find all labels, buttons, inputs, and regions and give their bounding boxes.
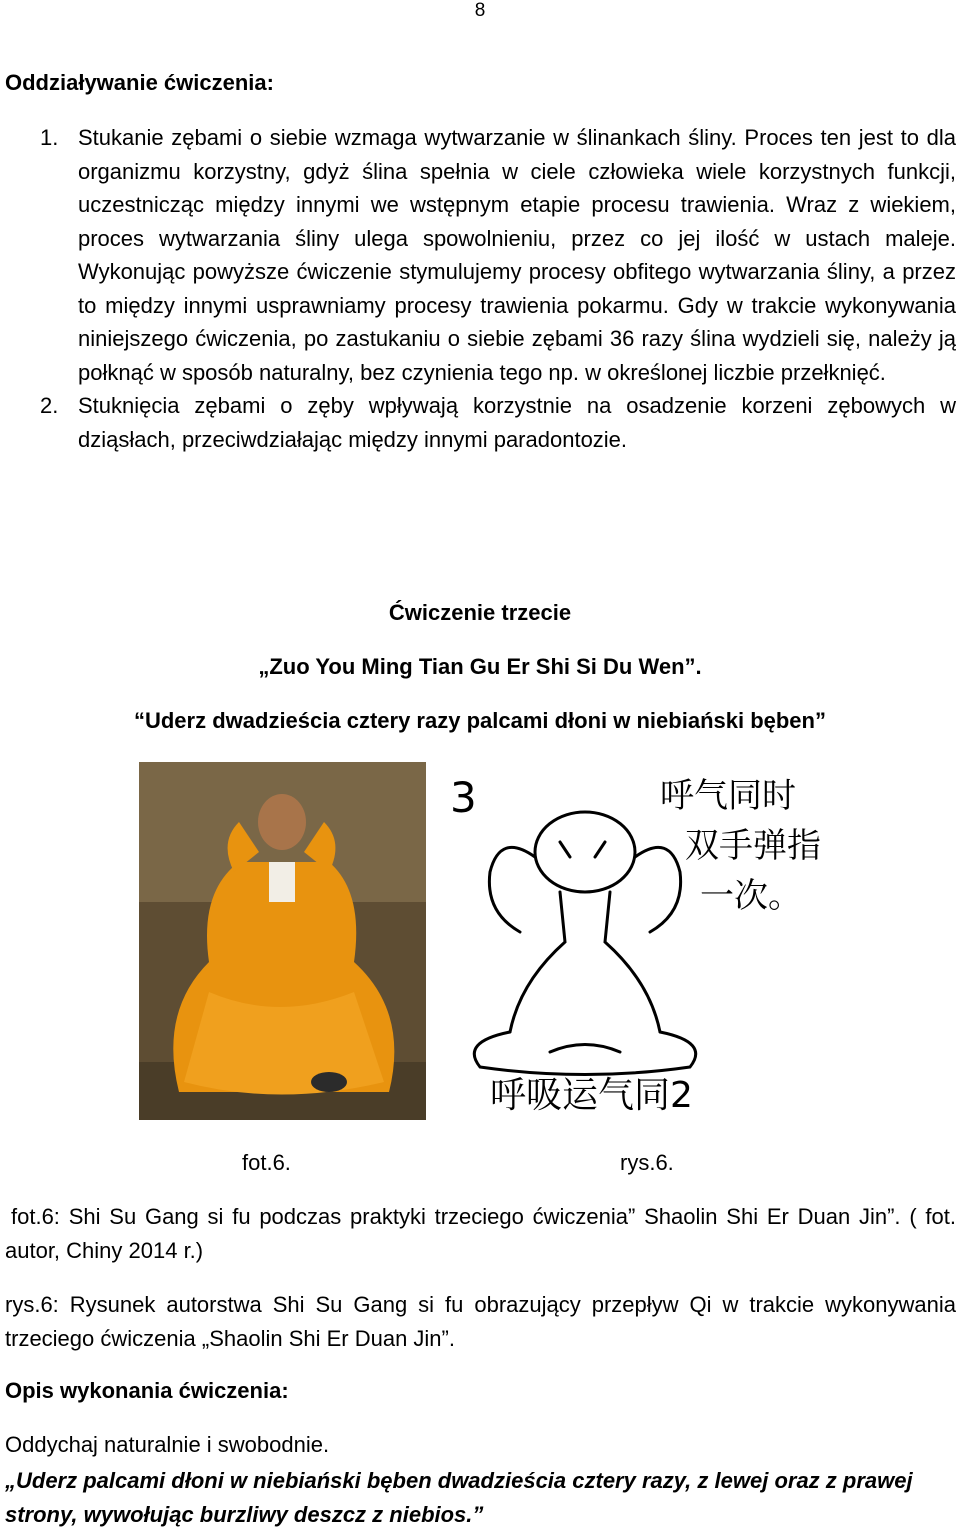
- drawing-text-line: 呼气同时: [660, 776, 796, 816]
- exercise-name: „Zuo You Ming Tian Gu Er Shi Si Du Wen”.: [258, 654, 702, 679]
- photo-caption-label: fot.6:: [11, 1204, 60, 1229]
- photo-label: fot.6.: [242, 1150, 291, 1175]
- breathing-note: Oddychaj naturalnie i swobodnie.: [5, 1432, 330, 1457]
- monk-photo: [139, 762, 426, 1120]
- photo-caption-text: Shi Su Gang si fu podczas praktyki trzeciego ćwiczenia” Shaolin Shi Er Duan Jin”. ( fot. autor, Chiny 2014 r.): [5, 1204, 956, 1263]
- exercise-subtitle: “Uderz dwadzieścia cztery razy palcami dłoni w niebiański bęben”: [133, 708, 826, 733]
- drawing-caption-text: Rysunek autorstwa Shi Su Gang si fu obrazujący przepływ Qi w trakcie wykonywania trzeciego ćwiczenia „Shaolin Shi Er Duan Jin”.: [5, 1292, 956, 1351]
- drawing-text-line: 呼吸运气同2: [490, 1075, 693, 1116]
- list-item: [40, 121, 956, 389]
- photo-caption: [5, 1200, 956, 1267]
- drawing-text-line: 一次。: [700, 876, 802, 916]
- instruction-text: „Uderz palcami dłoni w niebiański bęben dwadzieścia cztery razy, z lewej oraz z prawej strony, wywołując burzliwy deszcz z niebios.”: [5, 1468, 913, 1527]
- qi-flow-drawing: [440, 762, 830, 1120]
- page-number: 8: [474, 0, 486, 21]
- drawing-text-line: 双手弹指: [685, 826, 821, 866]
- effects-heading: Oddziaływanie ćwiczenia:: [5, 70, 274, 95]
- description-heading: Opis wykonania ćwiczenia:: [5, 1378, 289, 1403]
- monk-photo-art: [139, 762, 426, 1120]
- drawing-label: rys.6.: [620, 1150, 674, 1175]
- drawing-art: [440, 762, 830, 1120]
- drawing-caption-label: rys.6:: [5, 1292, 59, 1317]
- drawing-caption: [5, 1288, 956, 1355]
- list-text: Stuknięcia zębami o zęby wpływają korzystnie na osadzenie korzeni zębowych w dziąsłach, przeciwdziałając między innymi paradontozie.: [78, 393, 956, 452]
- list-text: Stukanie zębami o siebie wzmaga wytwarzanie w ślinankach śliny. Proces ten jest to dla organizmu korzystny, gdyż ślina spełnia w ciele człowieka wiele korzystnych funkcji, uczestnicząc między innymi we wstępnym etapie procesu trawienia. Wraz z wiekiem, proces wytwarzania śliny ulega spowolnieniu, przez co jej ilość w ustach maleje. Wykonując powyższe ćwiczenie stymulujemy procesy obfitego wytwarzania śliny, a przez to między innymi usprawniamy procesy trawienia pokarmu. Gdy w trakcie wykonywania niniejszego ćwiczenia, po zastukaniu o siebie zębami 36 razy ślina wydzieli się, należy ją połknąć w sposób naturalny, bez czynienia tego np. w określonej liczbie przełknięć.: [78, 125, 956, 385]
- list-number: 2.: [40, 393, 59, 418]
- exercise-title: Ćwiczenie trzecie: [388, 600, 572, 625]
- effects-list: [40, 121, 956, 456]
- list-item: [40, 389, 956, 456]
- list-number: 1.: [40, 125, 59, 150]
- drawing-number: 3: [450, 773, 477, 822]
